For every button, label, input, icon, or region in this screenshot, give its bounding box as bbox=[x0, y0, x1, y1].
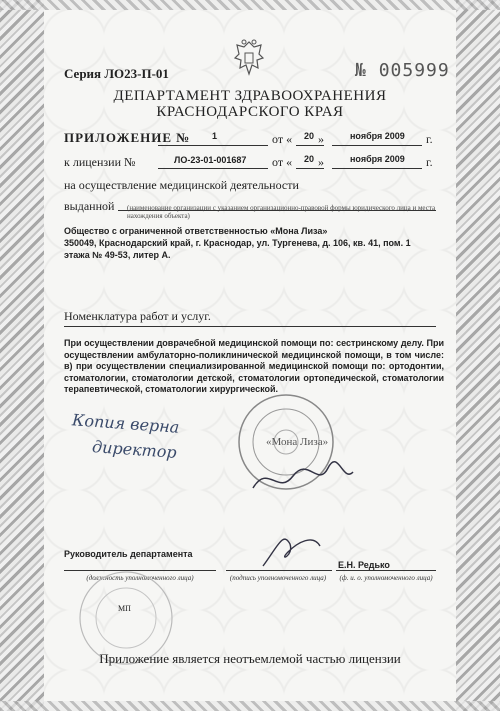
department-title-line2: КРАСНОДАРСКОГО КРАЯ bbox=[156, 104, 344, 120]
decorative-border-top bbox=[0, 0, 500, 10]
head-of-department-label: Руководитель департамента bbox=[64, 549, 193, 559]
series-label: Серия ЛО23-П-01 bbox=[64, 66, 169, 81]
signatory-name: Е.Н. Редько bbox=[338, 560, 390, 570]
appendix-month-year: ноября 2009 bbox=[350, 131, 405, 141]
appendix-from-label: от « bbox=[272, 132, 293, 146]
license-from-label: от « bbox=[272, 155, 293, 169]
position-caption: (должность уполномоченного лица) bbox=[86, 574, 194, 582]
license-number: ЛО-23-01-001687 bbox=[174, 155, 247, 165]
signature-caption: (подпись уполномоченного лица) bbox=[229, 574, 327, 582]
issued-to-hint: (наименование организации с указанием организационно-правовой формы юридического лица и места нахождения объекта) bbox=[127, 204, 436, 220]
initials-caption: (ф. и. о. уполномоченного лица) bbox=[339, 574, 433, 582]
stamp-mona-lisa-text: «Мона Лиза» bbox=[266, 436, 329, 448]
handwritten-director-note: директор bbox=[91, 437, 178, 462]
license-year-suffix: г. bbox=[426, 155, 433, 169]
document-number: № 005999 bbox=[355, 60, 450, 81]
license-month-year: ноября 2009 bbox=[350, 154, 405, 164]
license-day: 20 bbox=[304, 154, 315, 164]
handwritten-copy-note: Копия верна bbox=[71, 410, 180, 437]
appendix-quote-close: » bbox=[318, 132, 324, 146]
department-title-line1: ДЕПАРТАМЕНТ ЗДРАВООХРАНЕНИЯ bbox=[113, 88, 387, 104]
issued-to-label: выданной bbox=[64, 199, 115, 213]
appendix-number: 1 bbox=[212, 131, 218, 141]
footer-note: Приложение является неотъемлемой частью лицензии bbox=[99, 651, 401, 666]
license-label: к лицензии № bbox=[64, 155, 136, 169]
coat-of-arms-emblem bbox=[232, 38, 266, 80]
services-paragraph: При осуществлении доврачебной медицинской помощи по: сестринскому делу. При осуществлении амбулаторно-поликлинической медицинской помощи, в том числе: в) при осуществлении специализированной медицинской помощи по: ортодонтии, стоматологии, стоматологии детской, стоматологии ортопедической, стоматологии терапевтической, стоматологии хирургической. bbox=[64, 338, 444, 394]
seal-place-label: МП bbox=[118, 604, 131, 613]
nomenclature-heading: Номенклатура работ и услуг. bbox=[64, 309, 211, 323]
license-quote-close: » bbox=[318, 155, 324, 169]
appendix-label: ПРИЛОЖЕНИЕ № bbox=[64, 130, 191, 145]
organization-details: Общество с ограниченной ответственностью «Мона Лиза» 350049, Краснодарский край, г. Краснодар, ул. Тургенева, д. 106, кв. 41, пом. 1 этажа № 49-53, литер А. bbox=[64, 226, 411, 260]
activity-type: на осуществление медицинской деятельности bbox=[64, 178, 299, 192]
decorative-border-bottom bbox=[0, 701, 500, 711]
department-head-signature bbox=[258, 526, 328, 572]
appendix-year-suffix: г. bbox=[426, 132, 433, 146]
director-signature bbox=[248, 458, 358, 500]
appendix-day: 20 bbox=[304, 131, 315, 141]
